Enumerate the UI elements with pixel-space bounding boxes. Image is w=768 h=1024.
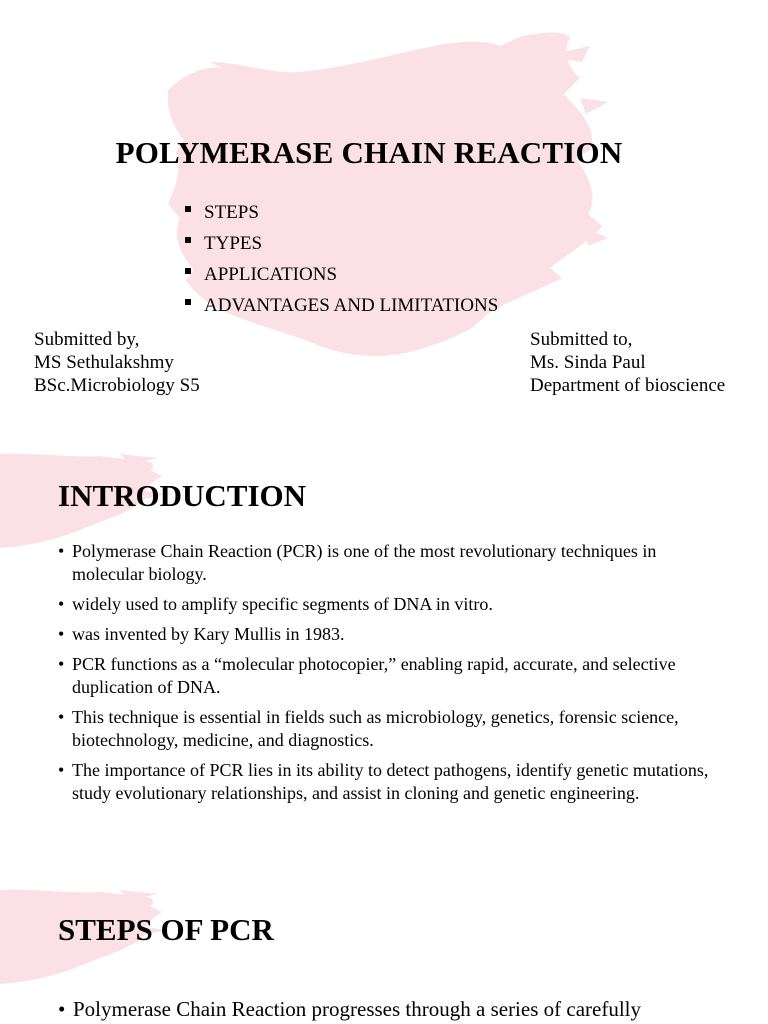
list-item xyxy=(58,706,718,752)
bullet-icon: • xyxy=(58,760,65,780)
student-name: MS Sethulakshmy xyxy=(34,352,174,373)
bullet-icon: • xyxy=(58,594,65,614)
bullet-icon: • xyxy=(58,707,65,727)
topic-label: TYPES xyxy=(204,233,263,254)
topic-list xyxy=(182,200,498,324)
topic-label: APPLICATIONS xyxy=(204,264,338,285)
list-item-text: widely used to amplify specific segments of DNA in vitro. xyxy=(72,594,493,614)
section-heading: STEPS OF PCR xyxy=(58,912,274,947)
square-bullet-icon xyxy=(185,268,191,274)
list-item xyxy=(58,759,718,805)
topic-item xyxy=(182,200,498,231)
submitted-to-label: Submitted to, xyxy=(530,329,633,350)
square-bullet-icon xyxy=(185,206,191,212)
section-heading: INTRODUCTION xyxy=(58,478,307,513)
square-bullet-icon xyxy=(185,299,191,305)
list-item xyxy=(58,540,718,586)
introduction-bullet-list xyxy=(58,540,718,812)
bullet-icon: • xyxy=(58,541,65,561)
list-item-text: This technique is essential in fields such as microbiology, genetics, forensic science, biotechnology, medicine, and diagnostics. xyxy=(72,707,679,750)
teacher-department: Department of bioscience xyxy=(530,375,726,396)
presentation-title: POLYMERASE CHAIN REACTION xyxy=(115,135,623,170)
topic-item xyxy=(182,231,498,262)
list-item xyxy=(58,653,718,699)
list-item-text: Polymerase Chain Reaction progresses through a series of carefully xyxy=(73,997,641,1021)
bullet-icon: • xyxy=(58,624,65,644)
title-slide xyxy=(0,0,768,420)
steps-slide xyxy=(0,872,768,1024)
topic-item xyxy=(182,293,498,324)
student-course: BSc.Microbiology S5 xyxy=(34,375,200,396)
bullet-icon: • xyxy=(58,997,66,1021)
submitted-by-label: Submitted by, xyxy=(34,329,140,350)
submitted-by-block xyxy=(34,328,200,397)
topic-label: STEPS xyxy=(204,202,259,223)
topic-label: ADVANTAGES AND LIMITATIONS xyxy=(204,295,499,316)
steps-bullet-list xyxy=(58,996,738,1022)
list-item xyxy=(58,623,718,646)
list-item-text: PCR functions as a “molecular photocopier,” enabling rapid, accurate, and selective duplication of DNA. xyxy=(72,654,676,697)
topic-item xyxy=(182,262,498,293)
list-item-text: Polymerase Chain Reaction (PCR) is one of the most revolutionary techniques in molecular biology. xyxy=(72,541,657,584)
submitted-to-block xyxy=(530,328,725,397)
list-item-text: The importance of PCR lies in its ability to detect pathogens, identify genetic mutations, study evolutionary relationships, and assist in cloning and genetic engineering. xyxy=(72,760,709,803)
list-item xyxy=(58,593,718,616)
list-item-text: was invented by Kary Mullis in 1983. xyxy=(72,624,345,644)
bullet-icon: • xyxy=(58,654,65,674)
introduction-slide xyxy=(0,436,768,856)
square-bullet-icon xyxy=(185,237,191,243)
teacher-name: Ms. Sinda Paul xyxy=(530,352,646,373)
list-item xyxy=(58,996,738,1022)
